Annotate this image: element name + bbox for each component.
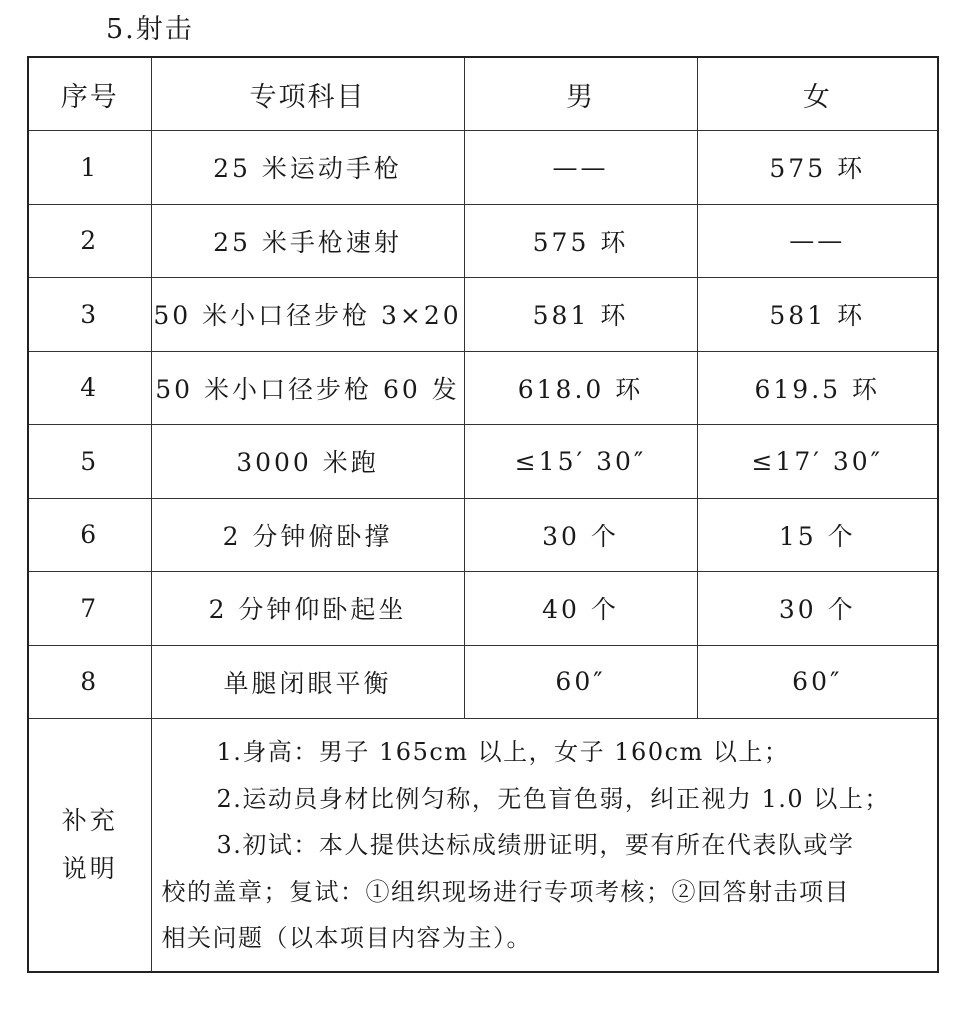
cell-item: 2 分钟俯卧撑 <box>151 498 464 572</box>
cell-female: 619.5 环 <box>697 351 938 425</box>
note-line: 校的盖章；复试：①组织现场进行专项考核；②回答射击项目 <box>161 877 850 906</box>
note-line: 相关问题（以本项目内容为主）。 <box>161 924 532 952</box>
cell-no: 7 <box>28 572 151 646</box>
table-header-row <box>28 57 938 131</box>
table-row <box>28 131 938 205</box>
table-row <box>28 498 938 572</box>
cell-item: 50 米小口径步枪 60 发 <box>151 351 464 425</box>
cell-item: 单腿闭眼平衡 <box>151 645 464 719</box>
header-no: 序号 <box>28 57 151 131</box>
cell-male: 618.0 环 <box>464 351 697 425</box>
table-row <box>28 351 938 425</box>
cell-item: 25 米手枪速射 <box>151 204 464 278</box>
cell-female: 60″ <box>697 645 938 719</box>
cell-male: ≤15′ 30″ <box>464 425 697 499</box>
cell-male: —— <box>464 131 697 205</box>
cell-no: 1 <box>28 131 151 205</box>
cell-no: 2 <box>28 204 151 278</box>
notes-row <box>28 719 938 973</box>
cell-no: 8 <box>28 645 151 719</box>
cell-female: —— <box>697 204 938 278</box>
cell-no: 3 <box>28 278 151 352</box>
cell-female: ≤17′ 30″ <box>697 425 938 499</box>
note-line: 3.初试：本人提供达标成绩册证明，要有所在代表队或学 <box>216 831 855 859</box>
cell-no: 5 <box>28 425 151 499</box>
table-row <box>28 425 938 499</box>
cell-male: 30 个 <box>464 498 697 572</box>
cell-female: 575 环 <box>697 131 938 205</box>
cell-item: 25 米运动手枪 <box>151 131 464 205</box>
cell-female: 15 个 <box>697 498 938 572</box>
cell-item: 50 米小口径步枪 3×20 <box>151 278 464 352</box>
table-row <box>28 645 938 719</box>
notes-label-line: 说明 <box>61 854 118 883</box>
cell-male: 575 环 <box>464 204 697 278</box>
notes-label <box>28 719 151 973</box>
cell-male: 40 个 <box>464 572 697 646</box>
shooting-standards-table <box>27 56 939 973</box>
cell-male: 60″ <box>464 645 697 719</box>
table-row <box>28 204 938 278</box>
header-item: 专项科目 <box>151 57 464 131</box>
cell-no: 4 <box>28 351 151 425</box>
note-line: 1.身高：男子 165cm 以上，女子 160cm 以上； <box>216 738 790 766</box>
cell-item: 2 分钟仰卧起坐 <box>151 572 464 646</box>
cell-female: 30 个 <box>697 572 938 646</box>
cell-female: 581 环 <box>697 278 938 352</box>
cell-male: 581 环 <box>464 278 697 352</box>
note-line: 2.运动员身材比例匀称，无色盲色弱，纠正视力 1.0 以上； <box>216 784 890 813</box>
cell-no: 6 <box>28 498 151 572</box>
table-row <box>28 572 938 646</box>
section-title: 5.射击 <box>106 14 194 45</box>
table-row <box>28 278 938 352</box>
notes-label-line: 补充 <box>61 806 118 835</box>
header-female: 女 <box>697 57 938 131</box>
header-male: 男 <box>464 57 697 131</box>
notes-content <box>151 719 938 973</box>
cell-item: 3000 米跑 <box>151 425 464 499</box>
